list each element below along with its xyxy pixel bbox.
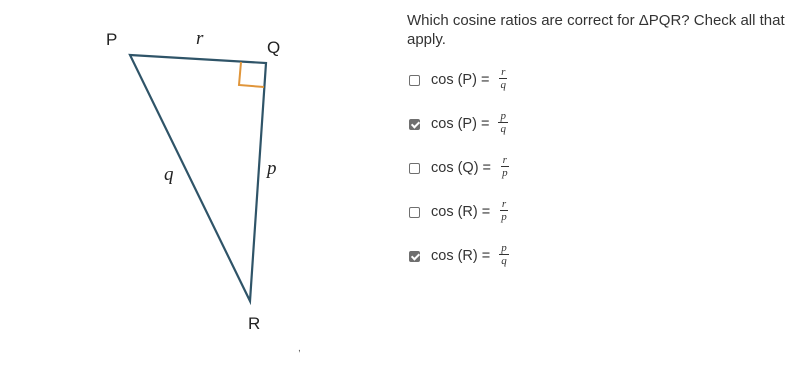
option-3[interactable] xyxy=(409,146,769,190)
option-4-numerator: r xyxy=(501,198,507,210)
vertex-label-r: R xyxy=(248,314,261,333)
option-5[interactable] xyxy=(409,234,769,278)
option-2[interactable] xyxy=(409,102,769,146)
option-4-expression xyxy=(431,200,509,224)
option-1-label: cos (P) = xyxy=(431,72,494,88)
option-1[interactable] xyxy=(409,58,769,102)
option-5-expression xyxy=(431,244,509,268)
side-label-p: p xyxy=(267,158,277,179)
option-3-checkbox[interactable] xyxy=(409,163,420,174)
option-3-denominator: p xyxy=(502,167,508,179)
option-4-label: cos (R) = xyxy=(431,204,495,220)
option-3-fraction xyxy=(500,155,510,179)
option-2-checkbox[interactable] xyxy=(409,119,420,130)
option-5-numerator: p xyxy=(501,242,507,254)
option-1-denominator: q xyxy=(500,79,506,91)
option-5-checkbox[interactable] xyxy=(409,251,420,262)
option-4[interactable] xyxy=(409,190,769,234)
option-5-label: cos (R) = xyxy=(431,248,495,264)
answer-options xyxy=(409,58,769,278)
option-4-fraction xyxy=(499,199,509,223)
option-1-expression xyxy=(431,68,508,92)
option-2-denominator: q xyxy=(500,123,506,135)
option-5-fraction xyxy=(499,243,509,267)
option-5-denominator: q xyxy=(501,255,507,267)
option-3-expression xyxy=(431,156,510,180)
option-2-label: cos (P) = xyxy=(431,116,494,132)
option-4-checkbox[interactable] xyxy=(409,207,420,218)
option-1-numerator: r xyxy=(501,66,506,78)
option-2-expression xyxy=(431,112,508,136)
option-2-fraction xyxy=(498,111,508,135)
option-2-numerator: p xyxy=(500,110,506,122)
side-label-q: q xyxy=(164,164,174,185)
vertex-label-p: P xyxy=(106,30,118,49)
stray-mark: , xyxy=(298,343,301,354)
option-4-denominator: p xyxy=(501,211,507,223)
vertex-label-q: Q xyxy=(267,38,281,57)
side-label-r: r xyxy=(196,28,204,49)
option-3-numerator: r xyxy=(502,154,507,166)
option-1-fraction xyxy=(498,67,508,91)
question-text: Which cosine ratios are correct for ΔPQR? Check all that apply. xyxy=(407,12,785,48)
right-angle-marker xyxy=(239,62,264,87)
option-3-label: cos (Q) = xyxy=(431,160,496,176)
option-1-checkbox[interactable] xyxy=(409,75,420,86)
triangle-pqr xyxy=(130,55,266,301)
